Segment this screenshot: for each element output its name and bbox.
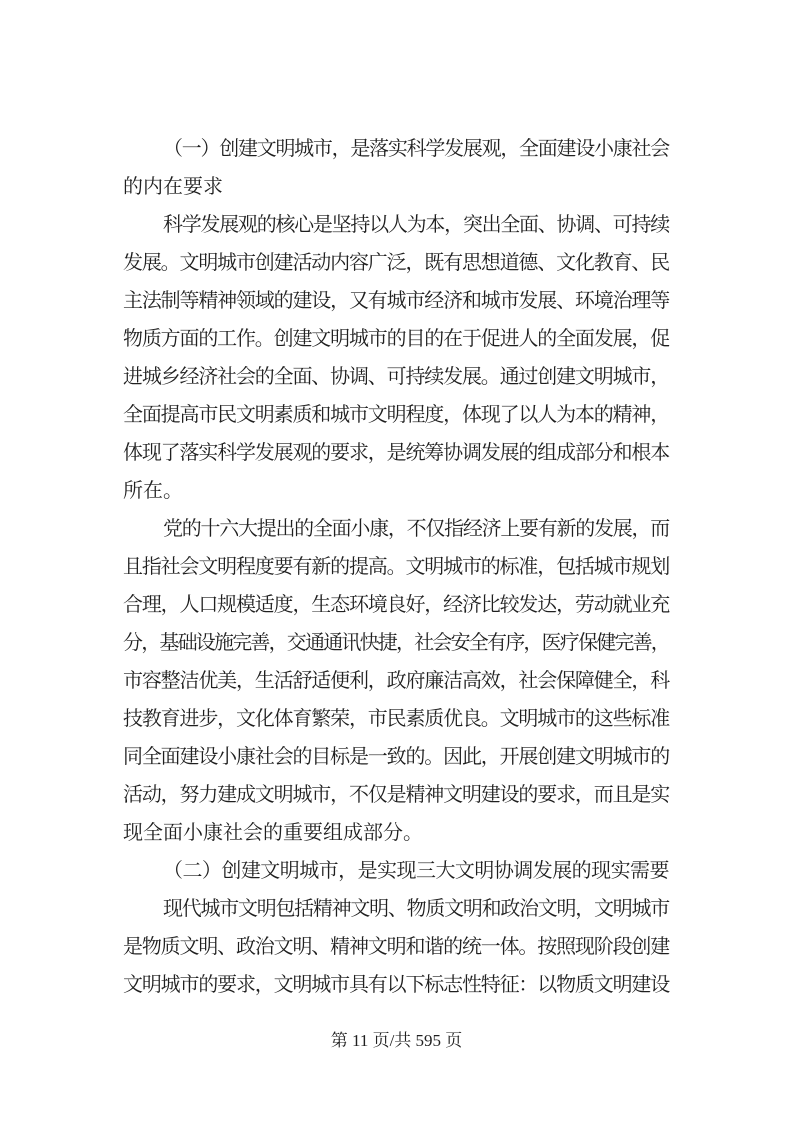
text-line-content: 文明城市的要求，文明城市具有以下标志性特征：以物质文明建设 [123, 974, 670, 996]
text-line [123, 244, 669, 282]
text-line [123, 168, 669, 206]
text-line-content: 的内在要求 [123, 176, 223, 198]
text-line-content: 进城乡经济社会的全面、协调、可持续发展。通过创建文明城市， [123, 366, 670, 388]
text-line-content: （一）创建文明城市，是落实科学发展观，全面建设小康社会 [163, 138, 669, 160]
text-line-content: 发展。文明城市创建活动内容广泛，既有思想道德、文化教育、民 [123, 252, 670, 274]
text-line-content: 所在。 [123, 480, 183, 502]
text-line-content: 技教育进步，文化体育繁荣，市民素质优良。文明城市的这些标准 [123, 708, 670, 730]
text-line [123, 852, 669, 890]
text-line [123, 396, 669, 434]
page-footer [0, 1030, 793, 1052]
text-line [123, 738, 669, 776]
text-line [123, 700, 669, 738]
text-line [123, 130, 669, 168]
text-line [123, 966, 669, 1004]
text-line-content: 合理，人口规模适度，生态环境良好，经济比较发达，劳动就业充 [123, 594, 670, 616]
text-line-content: 活动，努力建成文明城市，不仅是精神文明建设的要求，而且是实 [123, 784, 670, 806]
text-line-content: 分，基础设施完善，交通通讯快捷，社会安全有序，医疗保健完善， [123, 632, 669, 654]
text-line [123, 624, 669, 662]
text-line [123, 510, 669, 548]
text-line-content: 且指社会文明程度要有新的提高。文明城市的标准，包括城市规划 [123, 556, 670, 578]
text-line [123, 282, 669, 320]
text-line-content: 现代城市文明包括精神文明、物质文明和政治文明，文明城市 [163, 898, 669, 920]
text-line [123, 434, 669, 472]
text-line-content: 是物质文明、政治文明、精神文明和谐的统一体。按照现阶段创建 [123, 936, 670, 958]
text-line [123, 890, 669, 928]
text-line [123, 662, 669, 700]
text-line [123, 358, 669, 396]
text-line [123, 548, 669, 586]
text-line [123, 320, 669, 358]
text-line [123, 206, 669, 244]
text-line-content: 科学发展观的核心是坚持以人为本，突出全面、协调、可持续 [163, 214, 669, 236]
text-line-content: 市容整洁优美，生活舒适便利，政府廉洁高效，社会保障健全，科 [123, 670, 670, 692]
text-line [123, 928, 669, 966]
page-number-label: 第 11 页/共 595 页 [330, 1031, 463, 1050]
text-line-content: 主法制等精神领域的建设，又有城市经济和城市发展、环境治理等 [123, 290, 670, 312]
text-line-content: 全面提高市民文明素质和城市文明程度，体现了以人为本的精神， [123, 404, 670, 426]
text-line [123, 472, 669, 510]
text-line-content: 物质方面的工作。创建文明城市的目的在于促进人的全面发展，促 [123, 328, 670, 350]
text-line-content: （二）创建文明城市，是实现三大文明协调发展的现实需要 [163, 860, 669, 882]
text-line [123, 814, 669, 852]
text-line [123, 776, 669, 814]
text-line [123, 586, 669, 624]
text-line-content: 党的十六大提出的全面小康，不仅指经济上要有新的发展，而 [163, 518, 669, 540]
text-line-content: 现全面小康社会的重要组成部分。 [123, 822, 423, 844]
document-body [123, 130, 669, 1004]
text-line-content: 体现了落实科学发展观的要求，是统筹协调发展的组成部分和根本 [123, 442, 670, 464]
text-line-content: 同全面建设小康社会的目标是一致的。因此，开展创建文明城市的 [123, 746, 670, 768]
